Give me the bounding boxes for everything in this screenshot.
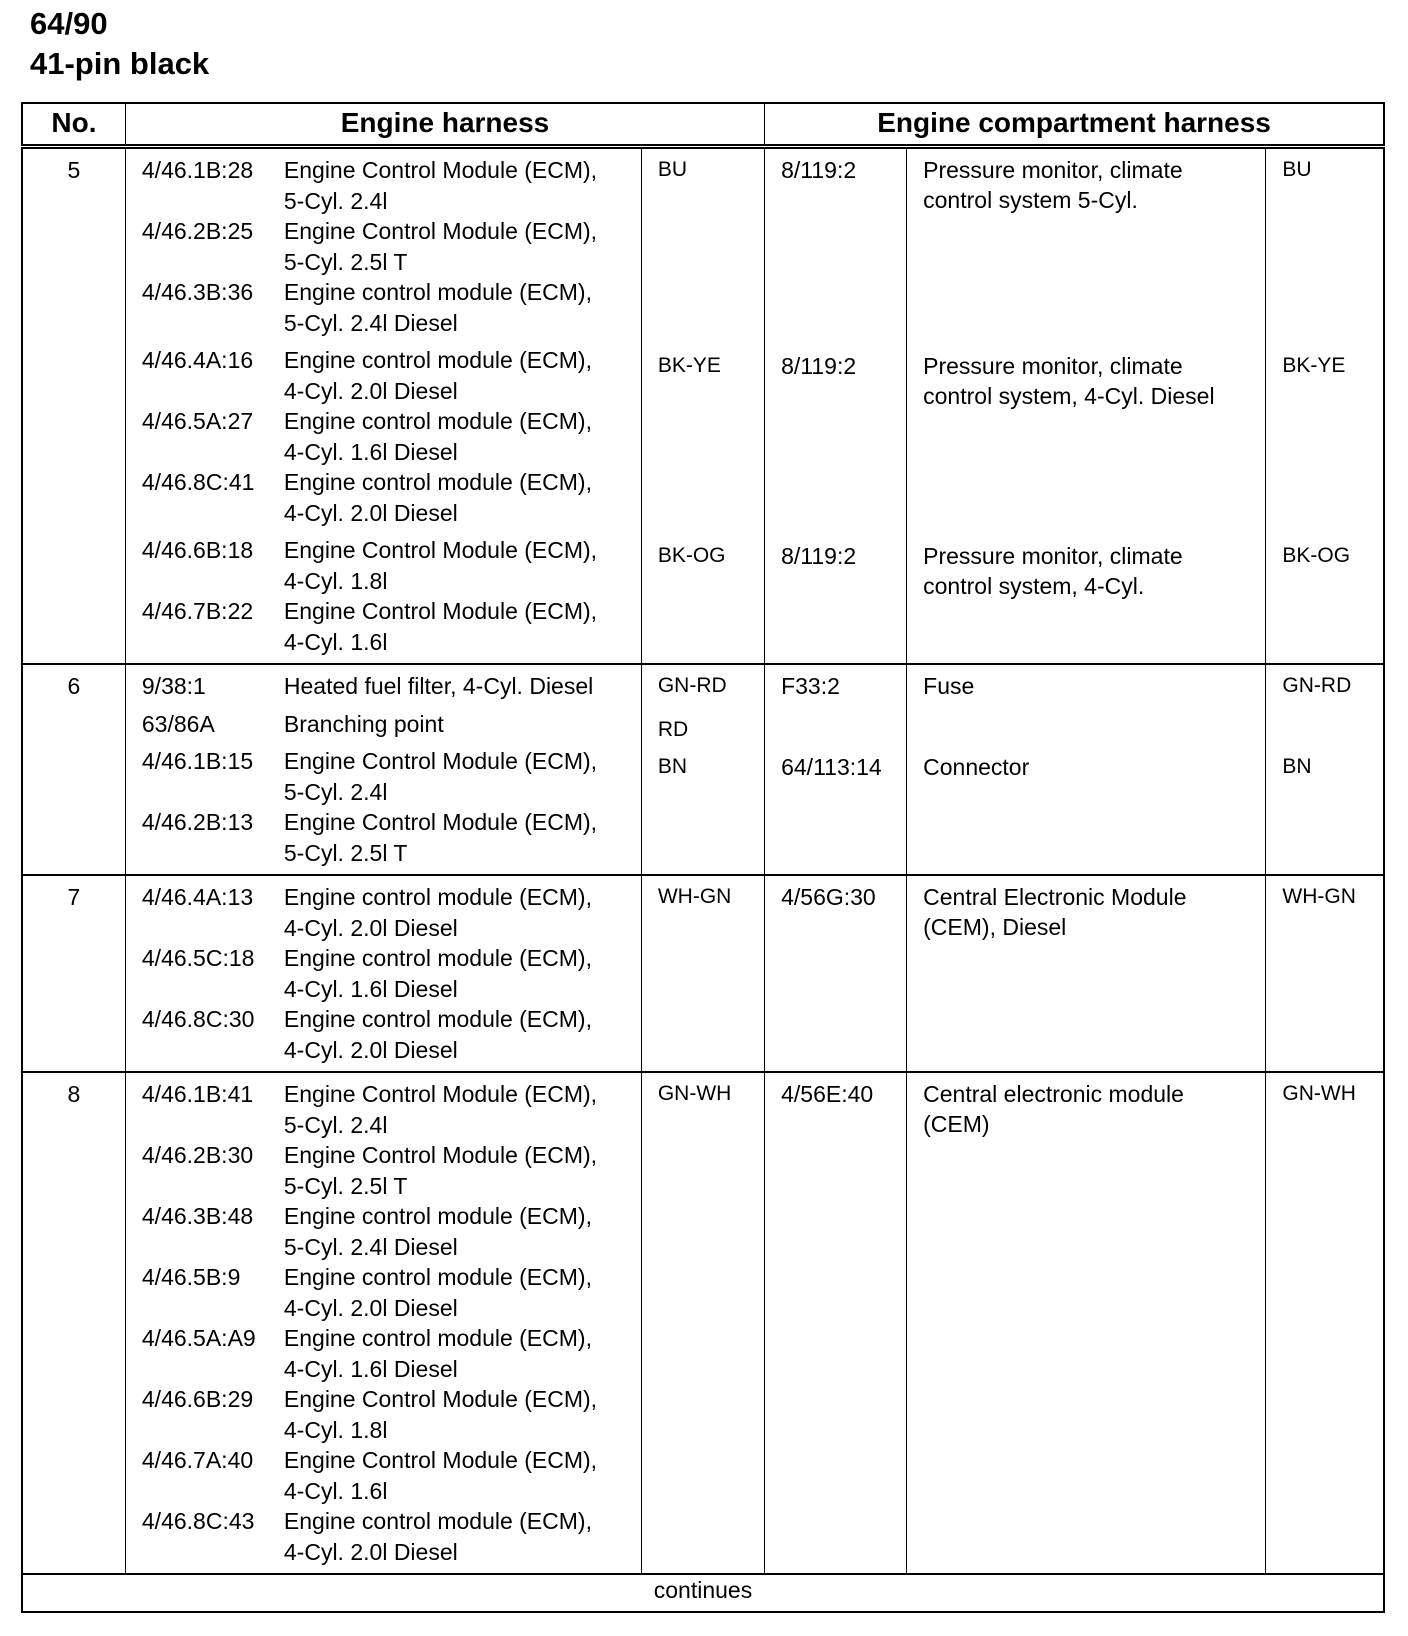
- engine-description: [284, 155, 641, 216]
- compartment-wire-color: BK-YE: [1266, 345, 1384, 535]
- compartment-description-line: (CEM): [923, 1111, 990, 1137]
- compartment-description-line: Pressure monitor, climate: [923, 543, 1183, 569]
- table-row: [22, 535, 1384, 664]
- table-row-group: [22, 147, 1384, 665]
- compartment-ref: 8/119:2: [765, 147, 907, 346]
- engine-description-line: 4-Cyl. 1.8l: [283, 1416, 388, 1443]
- compartment-description-line: control system, 4-Cyl.: [923, 573, 1145, 599]
- engine-description-line: 4-Cyl. 1.6l Diesel: [283, 438, 458, 465]
- engine-entry: [142, 882, 641, 943]
- compartment-ref: 8/119:2: [765, 345, 907, 535]
- engine-description-line: 5-Cyl. 2.4l: [283, 1111, 388, 1138]
- continues-note: continues: [22, 1574, 1384, 1612]
- engine-description: [284, 1140, 641, 1201]
- table-row: [22, 345, 1384, 535]
- engine-ref: 4/46.8C:41: [141, 469, 255, 495]
- engine-entry: [142, 746, 641, 807]
- engine-entry: [142, 1323, 641, 1384]
- engine-ref: 4/46.2B:30: [141, 1142, 254, 1168]
- engine-description-line: 4-Cyl. 2.0l Diesel: [283, 914, 458, 941]
- compartment-ref: 8/119:2: [765, 535, 907, 664]
- engine-description: [284, 1445, 641, 1506]
- engine-entry: [142, 807, 641, 868]
- wire-number: 7: [22, 875, 125, 1072]
- compartment-wire-color: BU: [1266, 147, 1384, 346]
- engine-entry: [142, 709, 641, 740]
- engine-description-line: Engine control module (ECM),: [283, 1508, 592, 1534]
- engine-description: [284, 535, 641, 596]
- table-footer-row: [22, 1574, 1384, 1612]
- compartment-wire-color: BN: [1266, 746, 1384, 875]
- wire-number: 6: [22, 664, 125, 875]
- engine-description: [284, 1384, 641, 1445]
- engine-description: [284, 1323, 641, 1384]
- engine-wire-color: BK-OG: [641, 535, 764, 664]
- engine-description: [284, 882, 641, 943]
- compartment-wire-color: GN-WH: [1266, 1072, 1384, 1574]
- compartment-description-line: Connector: [923, 754, 1030, 780]
- engine-description-line: 4-Cyl. 2.0l Diesel: [283, 1294, 458, 1321]
- engine-description: [284, 671, 641, 702]
- engine-description-line: Engine control module (ECM),: [283, 1006, 592, 1032]
- engine-entry: [142, 596, 641, 657]
- engine-harness-cell: [125, 709, 641, 747]
- wire-number: 5: [22, 147, 125, 665]
- engine-description: [284, 277, 641, 338]
- engine-harness-cell: [125, 1072, 641, 1574]
- engine-description-line: Engine Control Module (ECM),: [283, 748, 598, 774]
- engine-description-line: Engine control module (ECM),: [283, 347, 592, 373]
- engine-wire-color: RD: [641, 709, 764, 747]
- engine-description-line: 4-Cyl. 1.8l: [283, 567, 388, 594]
- engine-entry: [142, 535, 641, 596]
- table-row: [22, 1072, 1384, 1574]
- engine-description: [284, 1004, 641, 1065]
- compartment-ref: F33:2: [765, 664, 907, 709]
- engine-description: [284, 467, 641, 528]
- compartment-ref: 4/56G:30: [765, 875, 907, 1072]
- table-row: [22, 664, 1384, 709]
- engine-description-line: 4-Cyl. 2.0l Diesel: [283, 1036, 458, 1063]
- engine-ref: 4/46.5C:18: [141, 945, 255, 971]
- engine-ref: 4/46.1B:41: [141, 1081, 254, 1107]
- compartment-description-line: Pressure monitor, climate: [923, 157, 1183, 183]
- engine-description: [284, 345, 641, 406]
- engine-entry: [142, 155, 641, 216]
- engine-description-line: Engine Control Module (ECM),: [283, 598, 598, 624]
- engine-ref: 4/46.5A:27: [141, 408, 254, 434]
- engine-harness-cell: [125, 875, 641, 1072]
- engine-description-line: 5-Cyl. 2.4l: [283, 778, 388, 805]
- wiring-table: [21, 102, 1385, 1613]
- engine-entry: [142, 1004, 641, 1065]
- engine-ref: 4/46.5B:9: [141, 1264, 241, 1290]
- engine-entry: [142, 345, 641, 406]
- engine-description-line: Engine Control Module (ECM),: [283, 1142, 598, 1168]
- engine-description: [284, 406, 641, 467]
- engine-description-line: 5-Cyl. 2.4l Diesel: [283, 309, 458, 336]
- engine-ref: 4/46.3B:48: [141, 1203, 254, 1229]
- engine-ref: 4/46.6B:18: [141, 537, 254, 563]
- wire-number: 8: [22, 1072, 125, 1574]
- table-row-group: [22, 1072, 1384, 1574]
- column-header-engine-compartment-harness: Engine compartment harness: [765, 103, 1384, 147]
- table-row: [22, 746, 1384, 875]
- compartment-ref: 4/56E:40: [765, 1072, 907, 1574]
- engine-entry: [142, 1140, 641, 1201]
- engine-wire-color: BK-YE: [641, 345, 764, 535]
- table-row: [22, 875, 1384, 1072]
- engine-description-line: Engine Control Module (ECM),: [283, 218, 598, 244]
- engine-entry: [142, 943, 641, 1004]
- compartment-wire-color: [1266, 709, 1384, 747]
- engine-harness-cell: [125, 664, 641, 709]
- engine-ref: 4/46.7B:22: [141, 598, 254, 624]
- engine-description-line: Engine Control Module (ECM),: [283, 157, 598, 183]
- engine-ref: 4/46.1B:28: [141, 157, 254, 183]
- engine-entry: [142, 1079, 641, 1140]
- engine-wire-color: GN-RD: [641, 664, 764, 709]
- compartment-wire-color: GN-RD: [1266, 664, 1384, 709]
- column-header-engine-harness: Engine harness: [125, 103, 764, 147]
- engine-description-line: Engine control module (ECM),: [283, 1203, 592, 1229]
- engine-description: [284, 216, 641, 277]
- compartment-ref: [765, 709, 907, 747]
- engine-entry: [142, 277, 641, 338]
- engine-ref: 4/46.3B:36: [141, 279, 254, 305]
- table-row: [22, 709, 1384, 747]
- engine-description-line: 5-Cyl. 2.4l: [283, 187, 388, 214]
- compartment-description: [907, 709, 1266, 747]
- engine-entry: [142, 1201, 641, 1262]
- compartment-description: [907, 875, 1266, 1072]
- engine-description-line: Engine control module (ECM),: [283, 1325, 592, 1351]
- engine-description-line: Engine Control Module (ECM),: [283, 1386, 598, 1412]
- engine-entry: [142, 1445, 641, 1506]
- engine-ref: 4/46.8C:43: [141, 1508, 255, 1534]
- connector-id: 64/90: [30, 6, 108, 41]
- engine-description-line: 4-Cyl. 2.0l Diesel: [283, 1538, 458, 1565]
- engine-description-line: Branching point: [283, 710, 444, 737]
- engine-entry: [142, 1506, 641, 1567]
- engine-ref: 4/46.5A:A9: [141, 1325, 256, 1351]
- engine-description-line: Engine control module (ECM),: [283, 279, 592, 305]
- connector-subtitle: 41-pin black: [30, 46, 210, 81]
- engine-description: [284, 943, 641, 1004]
- compartment-description: [907, 345, 1266, 535]
- engine-ref: 4/46.7A:40: [141, 1447, 254, 1473]
- engine-description: [284, 1262, 641, 1323]
- engine-entry: [142, 671, 641, 702]
- table-row: [22, 147, 1384, 346]
- compartment-description-line: (CEM), Diesel: [923, 914, 1067, 940]
- engine-description: [284, 709, 641, 740]
- compartment-description-line: Central Electronic Module: [923, 884, 1187, 910]
- engine-description-line: 4-Cyl. 2.0l Diesel: [283, 499, 458, 526]
- engine-wire-color: BU: [641, 147, 764, 346]
- table-header-row: [22, 103, 1384, 147]
- engine-description-line: Engine control module (ECM),: [283, 1264, 592, 1290]
- engine-description-line: 5-Cyl. 2.5l T: [283, 839, 408, 866]
- compartment-description: [907, 535, 1266, 664]
- engine-description: [284, 746, 641, 807]
- engine-ref: 4/46.1B:15: [141, 748, 254, 774]
- engine-harness-cell: [125, 345, 641, 535]
- compartment-description: [907, 664, 1266, 709]
- engine-wire-color: BN: [641, 746, 764, 875]
- engine-ref: 4/46.4A:16: [141, 347, 254, 373]
- compartment-description-line: control system 5-Cyl.: [923, 187, 1138, 213]
- engine-ref: 4/46.4A:13: [141, 884, 254, 910]
- table-row-group: [22, 664, 1384, 875]
- engine-description: [284, 1079, 641, 1140]
- compartment-ref: 64/113:14: [765, 746, 907, 875]
- engine-description-line: Engine Control Module (ECM),: [283, 1447, 598, 1473]
- engine-ref: 9/38:1: [141, 673, 206, 699]
- engine-description-line: 4-Cyl. 1.6l: [283, 628, 388, 655]
- engine-ref: 4/46.8C:30: [141, 1006, 255, 1032]
- engine-description-line: Engine Control Module (ECM),: [283, 1081, 598, 1107]
- engine-description-line: 4-Cyl. 1.6l: [283, 1477, 388, 1504]
- table-row-group: [22, 875, 1384, 1072]
- engine-description-line: 5-Cyl. 2.5l T: [283, 248, 408, 275]
- engine-description-line: 5-Cyl. 2.4l Diesel: [283, 1233, 458, 1260]
- engine-description-line: 5-Cyl. 2.5l T: [283, 1172, 408, 1199]
- engine-ref: 63/86A: [141, 710, 215, 737]
- engine-wire-color: WH-GN: [641, 875, 764, 1072]
- engine-description-line: Engine Control Module (ECM),: [283, 537, 598, 563]
- engine-description-line: Engine control module (ECM),: [283, 408, 592, 434]
- engine-harness-cell: [125, 535, 641, 664]
- engine-description: [284, 1506, 641, 1567]
- engine-ref: 4/46.2B:25: [141, 218, 254, 244]
- compartment-description-line: Fuse: [923, 673, 975, 699]
- engine-description-line: 4-Cyl. 1.6l Diesel: [283, 975, 458, 1002]
- engine-description-line: 4-Cyl. 2.0l Diesel: [283, 377, 458, 404]
- engine-description-line: 4-Cyl. 1.6l Diesel: [283, 1355, 458, 1382]
- engine-entry: [142, 216, 641, 277]
- compartment-description: [907, 1072, 1266, 1574]
- engine-description-line: Engine control module (ECM),: [283, 884, 592, 910]
- engine-description-line: Engine control module (ECM),: [283, 469, 592, 495]
- engine-harness-cell: [125, 147, 641, 346]
- engine-entry: [142, 406, 641, 467]
- compartment-description: [907, 746, 1266, 875]
- engine-description-line: Engine control module (ECM),: [283, 945, 592, 971]
- engine-harness-cell: [125, 746, 641, 875]
- engine-entry: [142, 467, 641, 528]
- engine-entry: [142, 1262, 641, 1323]
- compartment-wire-color: WH-GN: [1266, 875, 1384, 1072]
- engine-description-line: Engine Control Module (ECM),: [283, 809, 598, 835]
- engine-description: [284, 596, 641, 657]
- engine-ref: 4/46.6B:29: [141, 1386, 254, 1412]
- engine-description: [284, 807, 641, 868]
- engine-description: [284, 1201, 641, 1262]
- compartment-description-line: Pressure monitor, climate: [923, 353, 1183, 379]
- engine-entry: [142, 1384, 641, 1445]
- compartment-description-line: Central electronic module: [923, 1081, 1184, 1107]
- compartment-description: [907, 147, 1266, 346]
- column-header-no: No.: [22, 103, 125, 147]
- compartment-description-line: control system, 4-Cyl. Diesel: [923, 383, 1215, 409]
- engine-ref: 4/46.2B:13: [141, 809, 254, 835]
- compartment-wire-color: BK-OG: [1266, 535, 1384, 664]
- engine-description-line: Heated fuel filter, 4-Cyl. Diesel: [283, 673, 594, 699]
- engine-wire-color: GN-WH: [641, 1072, 764, 1574]
